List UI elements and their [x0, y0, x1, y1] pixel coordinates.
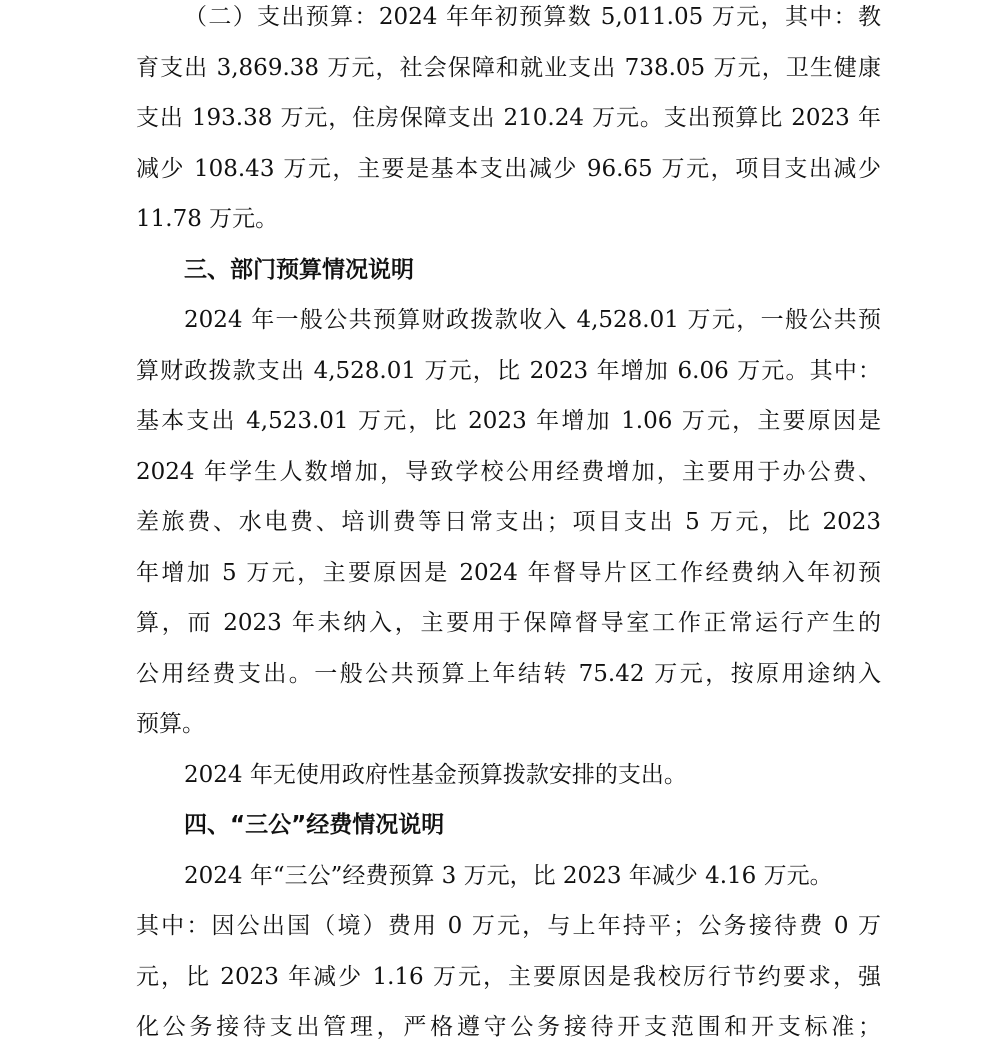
general-budget-paragraph: [136, 295, 881, 750]
paragraph-line: 差旅费、水电费、培训费等日常支出；项目支出 5 万元，比 2023: [136, 509, 881, 535]
paragraph-line: 减少 108.43 万元，主要是基本支出减少 96.65 万元，项目支出减少: [136, 155, 881, 182]
paragraph-line: 算财政拨款支出 4,528.01 万元，比 2023 年增加 6.06 万元。其中：: [136, 357, 881, 384]
paragraph-line: 算，而 2023 年未纳入，主要用于保障督导室工作正常运行产生的: [136, 610, 881, 636]
paragraph-line: 年增加 5 万元，主要原因是 2024 年督导片区工作经费纳入年初预: [136, 559, 881, 586]
document-page: [136, 0, 881, 1053]
paragraph-line: 预算。: [136, 711, 205, 737]
section-three-heading: 三、部门预算情况说明: [184, 256, 414, 283]
paragraph-line: 支出 193.38 万元，住房保障支出 210.24 万元。支出预算比 2023 年: [136, 105, 881, 131]
paragraph-line: 2024 年一般公共预算财政拨款收入 4,528.01 万元，一般公共预: [184, 307, 881, 333]
paragraph-line: 基本支出 4,523.01 万元，比 2023 年增加 1.06 万元，主要原因是: [136, 408, 881, 434]
section-four-heading: 四、“三公”经费情况说明: [184, 812, 445, 838]
paragraph-line: （二）支出预算：2024 年年初预算数 5,011.05 万元，其中：教: [184, 4, 881, 30]
three-public-paragraph: [136, 851, 881, 1053]
paragraph-line: 11.78 万元。: [136, 206, 279, 232]
paragraph-line: 公用经费支出。一般公共预算上年结转 75.42 万元，按原用途纳入: [136, 660, 881, 687]
paragraph-line: 育支出 3,869.38 万元，社会保障和就业支出 738.05 万元，卫生健康: [136, 54, 881, 81]
paragraph-line: 2024 年“三公”经费预算 3 万元，比 2023 年减少 4.16 万元。: [184, 862, 833, 889]
paragraph-line: 元，比 2023 年减少 1.16 万元，主要原因是我校厉行节约要求，强: [136, 963, 881, 990]
fund-budget-paragraph: 2024 年无使用政府性基金预算拨款安排的支出。: [184, 761, 687, 788]
paragraph-line: 化公务接待支出管理，严格遵守公务接待开支范围和开支标准；: [136, 1014, 881, 1040]
paragraph-line: 其中：因公出国（境）费用 0 万元，与上年持平；公务接待费 0 万: [136, 913, 881, 939]
expenditure-budget-paragraph: [136, 0, 881, 245]
paragraph-line: 2024 年学生人数增加，导致学校公用经费增加，主要用于办公费、: [136, 458, 881, 485]
